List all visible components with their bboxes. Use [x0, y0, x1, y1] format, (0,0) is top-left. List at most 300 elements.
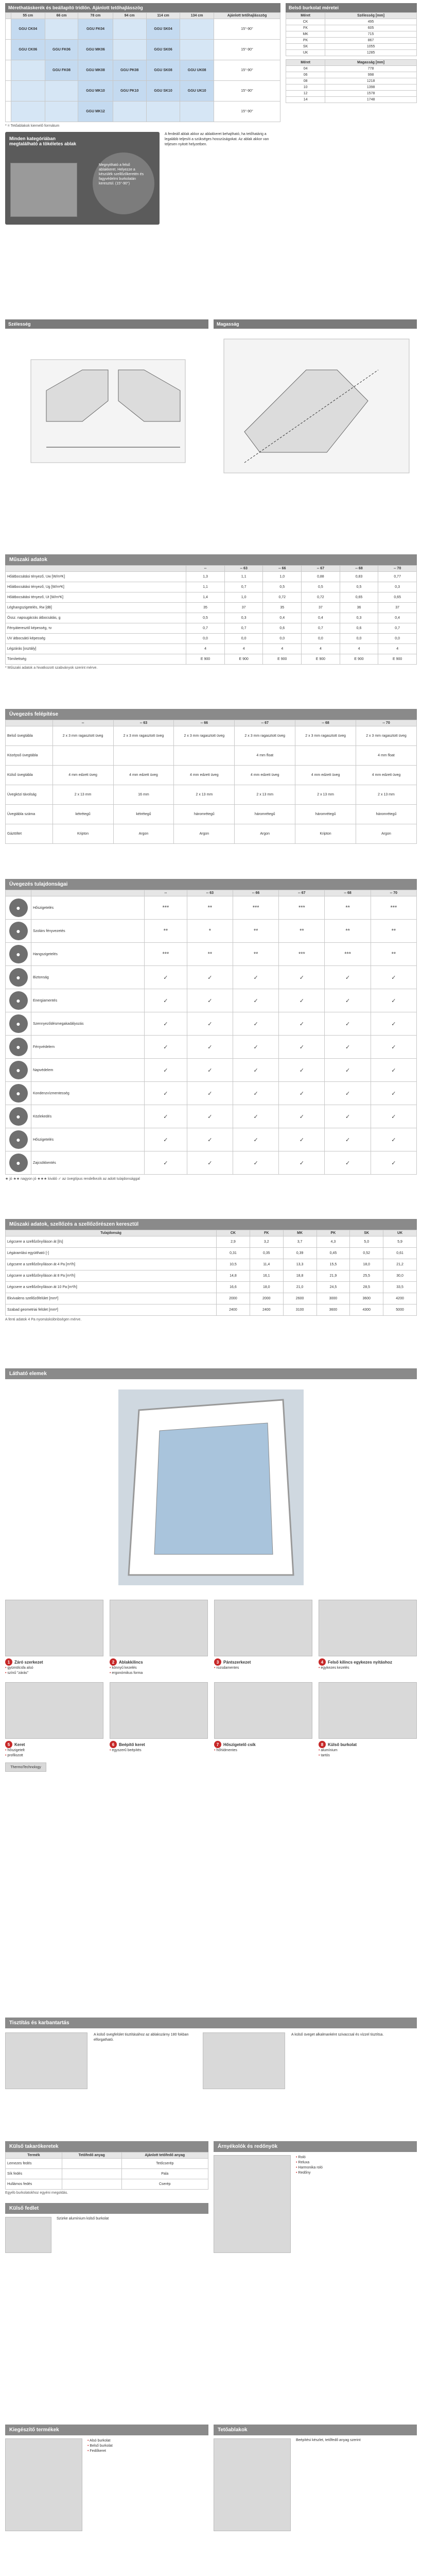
item-number: 7 — [214, 1741, 221, 1748]
glass-td: 2 x 13 mm — [52, 785, 113, 805]
promo-block — [5, 132, 280, 225]
size-cell: GGU MK10 — [78, 81, 113, 101]
tech-td: 0,65 — [340, 592, 378, 603]
vent-td: 16,6 — [217, 1282, 250, 1293]
accessories-section — [214, 2133, 417, 2253]
feature-val: ✓ — [371, 1105, 416, 1128]
feature-icon-cell — [6, 1151, 31, 1175]
tech-td: 36 — [340, 603, 378, 613]
ext-td — [62, 2169, 121, 2179]
tech-td: 1,1 — [224, 572, 263, 582]
tech-td: 0,3 — [378, 582, 417, 592]
vent-td: 2400 — [250, 1304, 283, 1316]
vent-td: 18,0 — [350, 1259, 383, 1270]
width-drawing-title: Szélesség — [5, 319, 208, 329]
size-header: 78 cm — [78, 13, 113, 19]
tech-table — [5, 565, 417, 665]
visible-item-header — [319, 1658, 417, 1666]
width-td: PK — [286, 38, 325, 44]
feature-icon: ● — [9, 968, 28, 987]
accessories-list — [296, 2155, 323, 2253]
feature-val: ✓ — [233, 989, 278, 1012]
glass-th: -- — [52, 720, 113, 726]
feature-val: ** — [371, 943, 416, 966]
tech-td: 0,88 — [302, 572, 340, 582]
feature-label: Biztonság — [31, 966, 145, 989]
feature-val: ** — [325, 920, 371, 943]
features-row — [6, 896, 417, 920]
tech-td: 1,1 — [186, 582, 225, 592]
width-row — [286, 19, 417, 25]
tech-td: 0,0 — [302, 634, 340, 644]
tech-row — [6, 623, 417, 634]
width-row — [286, 50, 417, 56]
accessories-photo — [214, 2155, 291, 2253]
size-cell: GGU UK08 — [180, 60, 214, 81]
size-cell — [45, 19, 78, 40]
tech-th: -- 63 — [224, 566, 263, 572]
tech-td: 4 — [224, 644, 263, 654]
tech-td: 4 — [378, 644, 417, 654]
tech-td: 1,3 — [186, 572, 225, 582]
size-cell: GGU MK06 — [78, 40, 113, 60]
visible-item-photo — [214, 1600, 312, 1656]
visible-item — [214, 1682, 312, 1758]
feature-icon-cell — [6, 966, 31, 989]
feature-val: ✓ — [325, 1059, 371, 1082]
feature-val: ✓ — [279, 1012, 325, 1036]
vent-td: 3600 — [350, 1293, 383, 1304]
interior-size-title: Belső burkolat méretei — [286, 3, 417, 12]
width-table — [286, 12, 417, 56]
size-header: 134 cm — [180, 13, 214, 19]
width-td: 867 — [325, 38, 417, 44]
ext-th: Termék — [6, 2153, 62, 2159]
row-label — [6, 81, 11, 101]
vent-row — [6, 1248, 417, 1259]
vent-td: 2400 — [217, 1304, 250, 1316]
feature-val: ✓ — [371, 1151, 416, 1175]
tech-td: 0,6 — [263, 623, 302, 634]
ext-note: Egyéb burkolatokhoz egyéni megoldás. — [5, 2191, 68, 2195]
tech-td: 1,4 — [186, 592, 225, 603]
vent-td: 14,8 — [217, 1270, 250, 1282]
width-td: 715 — [325, 31, 417, 38]
glass-td: 2 x 13 mm — [174, 785, 235, 805]
ext-td: Pala — [121, 2169, 208, 2179]
features-row — [6, 1036, 417, 1059]
ext-row — [6, 2179, 208, 2190]
size-cell: GGU CK06 — [11, 40, 45, 60]
item-bullet: • rozsdamentes — [214, 1666, 312, 1671]
feature-icon: ● — [9, 1154, 28, 1172]
feature-val: ** — [233, 920, 278, 943]
feature-val: ✓ — [325, 1105, 371, 1128]
ext-table — [5, 2152, 208, 2190]
glass-td: 2 x 3 mm ragasztott üveg — [295, 726, 356, 746]
size-header: 55 cm — [11, 13, 45, 19]
features-th: -- 68 — [325, 890, 371, 896]
item-bullet: • gyümölcsfa alsó — [5, 1666, 103, 1671]
glass-td: 4 mm float — [356, 746, 417, 766]
item-title: Hőszigetelő csík — [223, 1742, 256, 1747]
features-row — [6, 1082, 417, 1105]
vent-row — [6, 1270, 417, 1282]
tech-td: 0,7 — [224, 623, 263, 634]
height-row — [286, 66, 417, 72]
tech-row — [6, 592, 417, 603]
ext-more-body — [5, 2217, 208, 2253]
promo-headline: Minden kategóriában megtalálható a tökéletes ablak — [9, 136, 77, 146]
tech-footnote: * Műszaki adatok a hivatkozott szabványok szerint mérve. — [5, 666, 98, 670]
feature-val: ✓ — [187, 1036, 233, 1059]
features-section — [5, 871, 417, 1181]
feature-icon: ● — [9, 899, 28, 917]
ext-td: Hullámos fedés — [6, 2179, 62, 2190]
feature-label: Hőszigetelés — [31, 896, 145, 920]
glass-td: 16 mm — [113, 785, 174, 805]
size-cell — [113, 19, 146, 40]
features-row — [6, 943, 417, 966]
tech-th: -- 70 — [378, 566, 417, 572]
tech-td: E 900 — [340, 654, 378, 665]
ext-row — [6, 2169, 208, 2179]
tech-row — [6, 603, 417, 613]
glass-td: kétrétegű — [113, 805, 174, 824]
size-cell: GGU MK12 — [78, 101, 113, 122]
ext-more-title: Külső fedlet — [5, 2203, 208, 2214]
feature-val: ✓ — [279, 989, 325, 1012]
item-bullet: • hőszigetelt — [5, 1748, 103, 1753]
feature-val: ✓ — [187, 1012, 233, 1036]
item-bullet: • színű "zárás" — [5, 1671, 103, 1676]
vent-td: Légáramlási együttható [-] — [6, 1248, 217, 1259]
vent-td: Légcsere a szellőzőnyíláson át 10 Pa [m³/h] — [6, 1282, 217, 1293]
tech-td: 0,0 — [378, 634, 417, 644]
vent-td: 16,1 — [250, 1270, 283, 1282]
size-row — [6, 101, 280, 122]
feature-val: ✓ — [371, 966, 416, 989]
size-cell — [45, 81, 78, 101]
tech-th — [6, 566, 186, 572]
feature-icon-cell — [6, 1128, 31, 1151]
glass-th: -- 67 — [235, 720, 295, 726]
tech-td: 1,0 — [224, 592, 263, 603]
visible-item — [5, 1682, 103, 1758]
feature-val: ** — [187, 896, 233, 920]
glass-td: Argon — [174, 824, 235, 844]
feature-val: ✓ — [233, 1151, 278, 1175]
size-grid-table — [5, 12, 280, 122]
height-td: 04 — [286, 66, 325, 72]
promo-badge: Megnyitható a felső ablakkeret. Helyezze a készülék szellőzőkeretén és fagyvédelmi burkolatán keresztül. (15°-90°) — [93, 152, 154, 214]
visible-item — [319, 1682, 417, 1758]
vent-td: 3,7 — [283, 1236, 316, 1248]
height-table — [286, 59, 417, 103]
feature-val: ✓ — [325, 1151, 371, 1175]
vent-td: 0,61 — [383, 1248, 417, 1259]
bottom-list — [87, 2438, 113, 2531]
size-cell — [113, 101, 146, 122]
size-legend: * = Tetőablakok kiemelő formátum — [5, 124, 60, 128]
height-td: 778 — [325, 66, 417, 72]
features-th — [6, 890, 31, 896]
feature-icon-cell — [6, 896, 31, 920]
feature-icon: ● — [9, 922, 28, 940]
vent-td: 4,3 — [316, 1236, 350, 1248]
glass-td: Belső üvegtábla — [6, 726, 53, 746]
vent-td: 30,0 — [383, 1270, 417, 1282]
tech-td: 0,0 — [263, 634, 302, 644]
feature-val: ✓ — [187, 1151, 233, 1175]
vent-td: 5,0 — [350, 1236, 383, 1248]
vent-td: 21,9 — [316, 1270, 350, 1282]
glass-td: 2 x 3 mm ragasztott üveg — [356, 726, 417, 746]
features-row — [6, 1105, 417, 1128]
ext-td: Sík fedés — [6, 2169, 62, 2179]
vent-td: 2000 — [217, 1293, 250, 1304]
tech-td: E 900 — [224, 654, 263, 665]
visible-item — [214, 1600, 312, 1676]
cleaning-text-1: A külső üvegfelület tisztításához az ablakszárny 180 fokban elforgatható. — [94, 2033, 189, 2042]
features-th: -- 70 — [371, 890, 416, 896]
accessory-item: • Redőny — [296, 2171, 323, 2176]
size-row — [6, 60, 280, 81]
visible-item-photo — [319, 1600, 417, 1656]
item-bullets — [5, 1666, 103, 1676]
features-title: Üvegezés tulajdonságai — [5, 879, 417, 890]
vent-td: 11,4 — [250, 1259, 283, 1270]
tech-td: Légzárás [osztály] — [6, 644, 186, 654]
bottom-left-body — [5, 2438, 208, 2531]
size-cell: GGU MK08 — [78, 60, 113, 81]
tech-data-section — [5, 546, 417, 670]
roof-cell: 15°-90° — [214, 40, 280, 60]
feature-label: Szolárs fényvezetés — [31, 920, 145, 943]
thermo-label: ThermoTechnology — [5, 1762, 46, 1772]
features-legend: ★ jó ★★ nagyon jó ★★★ kiváló ✓ az üvegtípus rendelkezik az adott tulajdonsággal — [5, 1177, 140, 1181]
feature-val: ✓ — [145, 1151, 187, 1175]
visible-item-photo — [110, 1682, 208, 1739]
cleaning-title: Tisztítás és karbantartás — [5, 2018, 417, 2028]
tech-td: Hőátbocsátási tényező, Ut [W/m²K] — [6, 592, 186, 603]
height-row — [286, 72, 417, 78]
size-cell: GGU FK06 — [45, 40, 78, 60]
feature-val: *** — [279, 943, 325, 966]
size-cell: GGU FK04 — [78, 19, 113, 40]
glass-td: 2 x 3 mm ragasztott üveg — [174, 726, 235, 746]
bottom-item: • Belső burkolat — [87, 2444, 113, 2449]
tech-td: Hőátbocsátási tényező, Ug [W/m²K] — [6, 582, 186, 592]
tech-td: UV átbocsátó képesség — [6, 634, 186, 644]
vent-td: 24,5 — [316, 1282, 350, 1293]
glass-row — [6, 824, 417, 844]
tech-td: 0,65 — [378, 592, 417, 603]
feature-val: ✓ — [145, 989, 187, 1012]
height-td: 06 — [286, 72, 325, 78]
width-row — [286, 44, 417, 50]
visible-item — [5, 1600, 103, 1676]
tech-title: Műszaki adatok — [5, 554, 417, 565]
tech-td: Tömítettség — [6, 654, 186, 665]
width-td: 605 — [325, 25, 417, 31]
feature-val: ✓ — [279, 1151, 325, 1175]
row-label — [6, 101, 11, 122]
glass-td: Üvegközi távolság — [6, 785, 53, 805]
roof-cell: 15°-90° — [214, 101, 280, 122]
interior-size-table — [286, 3, 417, 103]
size-grid-corner — [6, 13, 11, 19]
visible-items-grid — [5, 1600, 417, 1758]
bottom-left-title: Kiegészítő termékek — [5, 2425, 208, 2435]
size-cell — [11, 81, 45, 101]
item-bullet: • hőhídmentes — [214, 1748, 312, 1753]
vent-row — [6, 1304, 417, 1316]
width-td: 1055 — [325, 44, 417, 50]
size-row — [6, 19, 280, 40]
ext-td — [62, 2159, 121, 2169]
height-td: 14 — [286, 97, 325, 103]
glass-td: Középső üvegtábla — [6, 746, 53, 766]
feature-val: ✓ — [279, 966, 325, 989]
feature-label: Hőszigetelés — [31, 1128, 145, 1151]
glass-th: -- 68 — [295, 720, 356, 726]
width-drawing — [5, 319, 208, 484]
glass-td: 2 x 13 mm — [295, 785, 356, 805]
features-row — [6, 1012, 417, 1036]
feature-val: ✓ — [187, 1082, 233, 1105]
glass-table — [5, 720, 417, 844]
visible-item-photo — [5, 1600, 103, 1656]
size-cell: GGU FK08 — [45, 60, 78, 81]
tech-td: 0,3 — [224, 613, 263, 623]
feature-label: Fényvédelem — [31, 1036, 145, 1059]
row-label — [6, 40, 11, 60]
features-th — [31, 890, 145, 896]
width-td: UK — [286, 50, 325, 56]
visible-item-header — [5, 1658, 103, 1666]
tech-td: 37 — [224, 603, 263, 613]
item-number: 2 — [110, 1658, 117, 1666]
vent-td: 0,52 — [350, 1248, 383, 1259]
visible-item-header — [110, 1741, 208, 1748]
glass-td: Külső üvegtábla — [6, 766, 53, 785]
size-cell: GGU SK08 — [146, 60, 180, 81]
feature-val: ✓ — [233, 1012, 278, 1036]
glass-td: háromrétegű — [295, 805, 356, 824]
feature-val: *** — [371, 896, 416, 920]
size-cell: GGU SK10 — [146, 81, 180, 101]
height-drawing — [214, 319, 417, 484]
features-table — [5, 890, 417, 1175]
feature-icon-cell — [6, 1082, 31, 1105]
glass-td: háromrétegű — [356, 805, 417, 824]
feature-val: ✓ — [371, 1128, 416, 1151]
tech-td: 0,6 — [340, 623, 378, 634]
size-header: 114 cm — [146, 13, 180, 19]
vent-td: 18,8 — [283, 1270, 316, 1282]
glass-th — [6, 720, 53, 726]
width-td: CK — [286, 19, 325, 25]
tech-th: -- — [186, 566, 225, 572]
ext-dims-section — [5, 2133, 208, 2253]
tech-row — [6, 613, 417, 623]
feature-icon-cell — [6, 1012, 31, 1036]
size-row — [6, 81, 280, 101]
tech-td: 35 — [186, 603, 225, 613]
tech-td: 4 — [263, 644, 302, 654]
ext-dims-title: Külső takarókeretek — [5, 2141, 208, 2152]
features-row — [6, 1151, 417, 1175]
size-cell — [11, 101, 45, 122]
feature-val: ✓ — [325, 1128, 371, 1151]
feature-val: ✓ — [187, 989, 233, 1012]
width-row — [286, 31, 417, 38]
tech-td: Fényáteresztő képesség, τv — [6, 623, 186, 634]
vent-th: Tulajdonság — [6, 1230, 217, 1236]
height-td: 08 — [286, 78, 325, 84]
vent-th: PK — [316, 1230, 350, 1236]
glass-row — [6, 785, 417, 805]
tech-td: 0,7 — [378, 623, 417, 634]
feature-val: ✓ — [325, 1012, 371, 1036]
feature-val: ✓ — [325, 1082, 371, 1105]
glass-td: Argon — [356, 824, 417, 844]
glass-title: Üvegezés felépítése — [5, 709, 417, 720]
size-row — [6, 40, 280, 60]
tech-th: -- 68 — [340, 566, 378, 572]
vent-td: 10,5 — [217, 1259, 250, 1270]
width-diagram — [5, 329, 208, 483]
ext-th: Tetőfedő anyag — [62, 2153, 121, 2159]
glass-th: -- 70 — [356, 720, 417, 726]
feature-val: ✓ — [187, 1059, 233, 1082]
row-label — [6, 60, 11, 81]
width-td: FK — [286, 25, 325, 31]
item-bullet: • ergonómikus forma — [110, 1671, 208, 1676]
tech-td: 0,5 — [263, 582, 302, 592]
feature-val: ✓ — [145, 966, 187, 989]
feature-label: Közlekedés — [31, 1105, 145, 1128]
height-th: Magasság [mm] — [325, 60, 417, 66]
tech-td: 0,72 — [263, 592, 302, 603]
tech-td: 0,4 — [263, 613, 302, 623]
tech-row — [6, 654, 417, 665]
item-title: Külső burkolat — [328, 1742, 357, 1747]
tech-td: 4 — [186, 644, 225, 654]
feature-val: ✓ — [279, 1128, 325, 1151]
tech-td: 35 — [263, 603, 302, 613]
feature-val: ✓ — [145, 1059, 187, 1082]
feature-icon-cell — [6, 989, 31, 1012]
feature-val: ✓ — [325, 1036, 371, 1059]
feature-val: ✓ — [233, 1036, 278, 1059]
size-cell: GGU CK04 — [11, 19, 45, 40]
vent-td: 2,9 — [217, 1236, 250, 1248]
tech-td: 0,7 — [186, 623, 225, 634]
size-cell — [180, 40, 214, 60]
tech-row — [6, 572, 417, 582]
vent-td: 0,31 — [217, 1248, 250, 1259]
feature-val: *** — [145, 943, 187, 966]
vent-table — [5, 1230, 417, 1316]
glass-td: Argon — [235, 824, 295, 844]
feature-icon: ● — [9, 1014, 28, 1033]
item-bullet: • egykezes kezelés — [319, 1666, 417, 1671]
feature-val: *** — [145, 896, 187, 920]
ext-td: Tetőcserép — [121, 2159, 208, 2169]
tech-td: 0,77 — [378, 572, 417, 582]
